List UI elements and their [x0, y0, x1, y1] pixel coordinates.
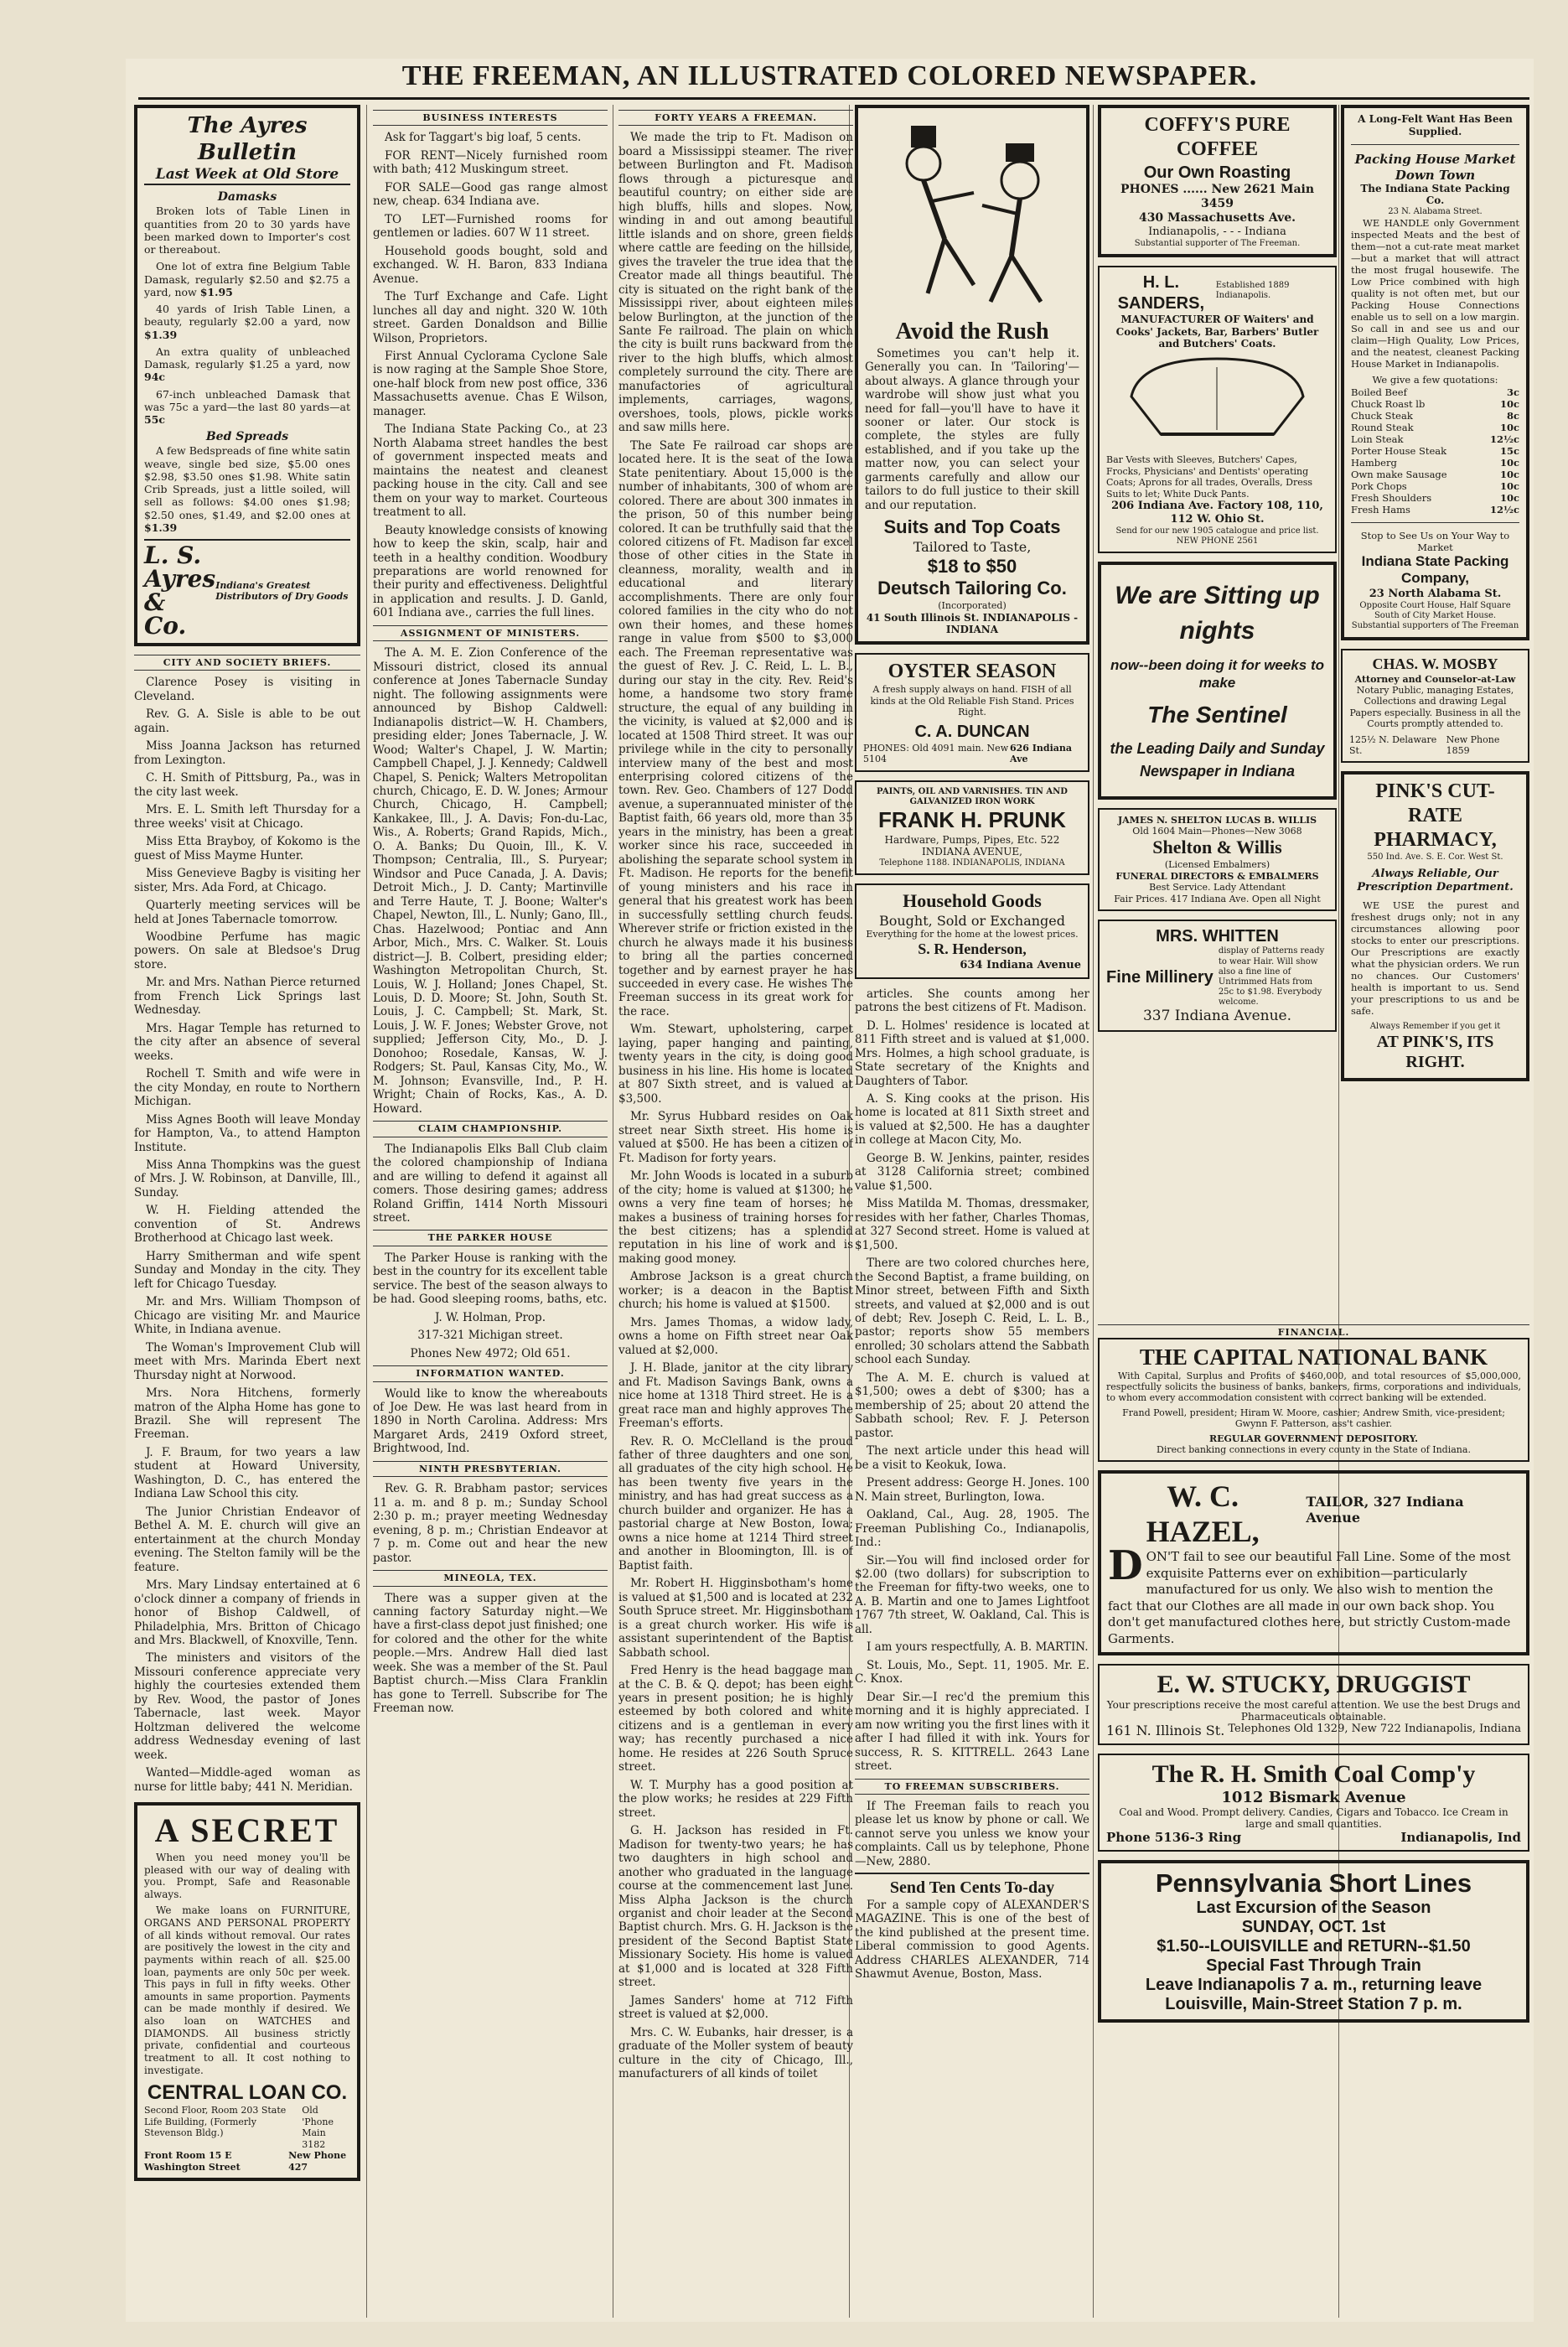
meat-name: Fresh Hams [1351, 503, 1410, 516]
penn-name: Pennsylvania Short Lines [1155, 1868, 1472, 1898]
oyster-ad [855, 653, 1089, 772]
coffy-phones: PHONES ...... New 2621 Main 3459 [1120, 182, 1315, 210]
oyster-heading: OYSTER SEASON [887, 660, 1057, 682]
meat-price-row [1351, 480, 1519, 492]
meat-price-row [1351, 457, 1519, 469]
list-item: Mrs. E. L. Smith left Thursday for a three weeks' visit at Chicago. [134, 803, 360, 831]
article-paragraph: The next article under this head will be a visit to Keokuk, Iowa. [855, 1444, 1089, 1472]
deutsch-inc: (Incorporated) [938, 600, 1007, 612]
ad-text: A few Bedspreads of fine white satin weave, single bed size, $5.00 ones $2.98, $3.50 ones $1.98. White satin Crib Spreads, just a little soiled, will sell as follows: $4.00 ones $1.98; $2.50 ones, $1.49, and $2.00 ones at $1.39 [144, 444, 350, 534]
mineola-heading: MINEOLA, TEX. [373, 1570, 608, 1586]
list-item: TO LET—Furnished rooms for gentlemen or ladies. 607 W 11 street. [373, 212, 608, 241]
list-item: Miss Agnes Booth will leave Monday for Hampton, Va., to attend Hampton Institute. [134, 1112, 360, 1154]
article-text: For a sample copy of ALEXANDER'S MAGAZINE. This is one of the best of the kind published at the present time. Liberal commission to good Agents. Address CHARLES ALEXANDER, 714 Shawmut Avenue, Boston, Mass. [855, 1898, 1089, 1982]
list-item: Miss Anna Thompkins was the guest of Mrs. J. W. Robinson, at Danville, Ill., Sunday. [134, 1158, 360, 1199]
oyster-address: 626 Indiana Ave [1010, 742, 1073, 765]
sanders-address: 206 Indiana Ave. Factory 108, 110, 112 W. Ohio St. [1111, 499, 1323, 526]
stucky-name: E. W. STUCKY, DRUGGIST [1157, 1671, 1471, 1698]
page-masthead: THE FREEMAN, AN ILLUSTRATED COLORED NEWSPAPER. [401, 60, 1258, 91]
article-paragraph: Mr. John Woods is located in a suburb of the city; home is valued at $1300; he owns a very fine team of horses; he makes a business of training horses for the best citizens; has a splendid reputation in his line of work and is making good money. [618, 1169, 853, 1266]
stucky-ad [1098, 1664, 1529, 1745]
deutsch-address: 41 South Illinois St. INDIANAPOLIS - INDIANA [866, 611, 1079, 636]
list-item: The ministers and visitors of the Missouri conference appreciate very highly the courtesies extended them by Rev. Wood, the pastor of Jones Tabernacle, last week. Mayor Holtzman delivered the welcome address Wednesday evening of last week. [134, 1651, 360, 1762]
article-text: The Indianapolis Elks Ball Club claim the colored championship of Indiana and are willing to defend it against all comers. Those desiring games; address Roland Griffin, 1414 North Missouri street. [373, 1142, 608, 1225]
sanders-ad [1098, 266, 1337, 553]
household-body: Bought, Sold or Exchanged [878, 912, 1065, 929]
mosby-name: CHAS. W. MOSBY [1372, 655, 1498, 672]
meat-price: 8c [1506, 409, 1519, 422]
prunk-top: PAINTS, OIL AND VARNISHES. TIN AND GALVANIZED IRON WORK [877, 786, 1068, 806]
central-loan-ad [134, 1802, 360, 2181]
running-men-illustration-icon [865, 113, 1083, 314]
whitten-name: MRS. WHITTEN [1156, 926, 1279, 946]
pack-opposite: Opposite Court House, Half Square South of City Market House. [1359, 601, 1511, 621]
penn-line-5: Leave Indianapolis 7 a. m., returning leave Louisville, Main-Street Station 7 p. m. [1145, 1976, 1483, 2013]
list-item: Miss Etta Brayboy, of Kokomo is the guest of Miss Mayme Hunter. [134, 835, 360, 863]
coffy-subtitle: Our Own Roasting [1143, 163, 1291, 182]
sentinel-line-4: the Leading Daily and Sunday Newspaper in Indiana [1110, 739, 1325, 780]
article-paragraph: St. Louis, Mo., Sept. 11, 1905. Mr. E. C. Knox. [855, 1658, 1089, 1686]
deutsch-heading: Avoid the Rush [895, 319, 1049, 345]
ayres-logo-row [144, 539, 350, 638]
mosby-phone: New Phone 1859 [1446, 733, 1500, 756]
article-paragraph: The A. M. E. church is valued at $1,500; owes a debt of $300; has a membership of 25; about 20 attend the Sabbath school; Rev. F. J. Peterson pastor. [855, 1370, 1089, 1440]
meat-price: 10c [1499, 397, 1519, 410]
ad-text: WE USE the purest and freshest drugs only; not in any circumstances allowing poor stocks to enter our prescriptions. Our Prescriptions are exactly what the physician orders. We run no chances. Our Customers' health is important to us. Send your prescriptions to us and be safe. [1351, 899, 1519, 1017]
pennsylvania-ad [1098, 1860, 1529, 2023]
pack-subtitle: The Indiana State Packing Co. [1360, 182, 1510, 207]
business-heading: BUSINESS INTERESTS [373, 110, 608, 126]
deutsch-name: Deutsch Tailoring Co. [877, 578, 1067, 599]
penn-line-3: $1.50--LOUISVILLE and RETURN--$1.50 [1157, 1937, 1471, 1956]
ad-text: 40 yards of Irish Table Linen, a beauty, regularly $2.00 a yard, now $1.39 [144, 303, 350, 341]
meat-price: 15c [1499, 444, 1519, 457]
forty-years-heading: FORTY YEARS A FREEMAN. [618, 110, 853, 126]
list-item: FOR SALE—Good gas range almost new, cheap. 634 Indiana ave. [373, 180, 608, 209]
list-item: J. F. Braum, for two years a law student at Howard University, Washington, D. C., has entered the Indiana Law School this city. [134, 1445, 360, 1501]
mosby-contact-row [1349, 734, 1521, 757]
article-paragraph: D. L. Holmes' residence is located at 811 Fifth street and is valued at $1,000. Mrs. Holmes, a high school graduate, is State secretary of the Knights and Daughters of Tabor. [855, 1018, 1089, 1088]
whitten-body: display of Patterns ready to wear Hair. Will show also a fine line of Untrimmed Hats from 25c to $1.98. Everybody welcome. [1218, 946, 1325, 1008]
mosby-title: Attorney and Counselor-at-Law [1354, 673, 1516, 685]
article-paragraph: James Sanders' home at 712 Fifth street is valued at $2,000. [618, 1993, 853, 2022]
hazel-header [1108, 1479, 1519, 1549]
list-item: Miss Genevieve Bagby is visiting her sister, Mrs. Ada Ford, at Chicago. [134, 867, 360, 894]
article-paragraph: Present address: George H. Jones. 100 N. Main street, Burlington, Iowa. [855, 1476, 1089, 1504]
column-divider [366, 105, 367, 2318]
deutsch-price: $18 to $50 [927, 555, 1017, 577]
oyster-phones: PHONES: Old 4091 main. New 5104 [863, 742, 1009, 765]
list-item: Harry Smitherman and wife spent Sunday and Monday in the city. They left for Chicago Tuesday. [134, 1249, 360, 1291]
coffy-supporter: Substantial supporter of The Freeman. [1134, 239, 1301, 249]
coffy-coffee-ad [1098, 105, 1337, 257]
article-paragraph: articles. She counts among her patrons the best citizens of Ft. Madison. [855, 987, 1089, 1015]
bank-name: THE CAPITAL NATIONAL BANK [1139, 1344, 1488, 1370]
pack-supporters: Substantial supporters of The Freeman [1351, 621, 1519, 631]
pinks-pharmacy-ad [1341, 771, 1529, 1080]
article-paragraph: Fred Henry is the head baggage man at the C. B. & Q. depot; has been eight years in present position; he is highly esteemed by both colored and white citizens and is a gentleman in every way; has recently purchased a nice home. He resides at 226 South Spruce street. [618, 1664, 853, 1774]
ad-text: One lot of extra fine Belgium Table Damask, regularly $2.50 and $2.75 a yard, now $1.95 [144, 260, 350, 298]
loan-address-row [144, 2150, 350, 2173]
shelton-service: Best Service. Lady Attendant [1149, 882, 1286, 894]
stucky-city: Indianapolis, Indiana [1404, 1723, 1521, 1735]
article-text: Rev. G. R. Brabham pastor; services 11 a. m. and 8 p. m.; Sunday School 2:30 p. m.; prayer meeting Wednesday evening, 8 p. m.; Christian Endeavor at 7 p. m. Come out and hear the new pastor. [373, 1482, 608, 1565]
ad-text: An extra quality of unbleached Damask, regularly $1.25 a yard, now 94c [144, 345, 350, 384]
pack-quotations-label: We give a few quotations: [1372, 374, 1498, 386]
shelton-address: Fair Prices. 417 Indiana Ave. Open all Night [1114, 893, 1321, 904]
pack-stop: Stop to See Us on Your Way to Market [1360, 529, 1510, 553]
chef-hat-icon [1106, 350, 1328, 451]
meat-price-row [1351, 410, 1519, 422]
article-paragraph: W. T. Murphy has a good position at the plow works; he resides at 229 Fifth street. [618, 1778, 853, 1820]
article-paragraph: Rev. R. O. McClelland is the proud father of three daughters and one son, all graduates of the city high school. He has been twenty five years in the ministry, and has had great success as a church builder and organizer. He has a pastorial charge at New Boston, Iowa; owns a nice home at 1214 Third street and another in Bloomington, Ill. is of Baptist faith. [618, 1434, 853, 1572]
capital-bank-ad [1098, 1338, 1529, 1462]
list-item: Mrs. Nora Hitchens, formerly matron of the Alpha Home has gone to Brazil. She will represent The Freeman. [134, 1386, 360, 1442]
pink-right: AT PINK'S, ITS RIGHT. [1376, 1033, 1494, 1072]
article-text: Would like to know the whereabouts of Joe Dew. He was last heard from in 1890 in North Carolina. Address: Mrs Margaret Ards, 2419 Oxford street, Brightwood, Ind. [373, 1386, 608, 1456]
hazel-dropcap: D [1108, 1542, 1143, 1589]
meat-price: 3c [1506, 386, 1519, 398]
article-paragraph: Mrs. C. W. Eubanks, hair dresser, is a graduate of the Moller system of beauty culture in the city of Chicago, Ill., manufacturers of all kinds of toilet [618, 2025, 853, 2081]
list-item: The Turf Exchange and Cafe. Light lunches all day and night. 320 W. 10th street. Garden Donaldson and Billie Wilson, Proprietors. [373, 290, 608, 345]
pack-address: 23 N. Alabama Street. [1388, 207, 1483, 217]
wide-ads [1098, 1324, 1529, 2031]
article-paragraph: J. H. Blade, janitor at the city library and Ft. Madison Savings Bank, owns a nice home at 1318 Third street. He is a great race man and highly approves The Freeman's efforts. [618, 1361, 853, 1431]
meat-price-list [1351, 386, 1519, 516]
article-paragraph: A. S. King cooks at the prison. His home is located at 811 Sixth street and is valued at $2,500. He has a daughter in college at Macon City, Mo. [855, 1091, 1089, 1148]
sanders-body: MANUFACTURER OF Waiters' and Cooks' Jackets, Bar, Barbers' Butler and Butchers' Coats. [1115, 313, 1319, 350]
article-paragraph: Mr. Robert H. Higginsbotham's home is valued at $1,500 and is located at 232 South Spruce street. Mr. Higginsbotham is a great church worker. His wife is assistant superintendent of the Baptist Sabbath school. [618, 1577, 853, 1660]
article-paragraph: Wm. Stewart, upholstering, carpet laying, paper hanging and painting, twenty years in the city, is doing good business in his line. His home is located at 807 Sixth street, and is valued at $3,500. [618, 1023, 853, 1106]
coal-body: Coal and Wood. Prompt delivery. Candies, Cigars and Tobacco. Ice Cream in large and small quantities. [1119, 1806, 1508, 1830]
ayres-subtitle: Last Week at Old Store [144, 166, 350, 185]
article-paragraph: Ambrose Jackson is a great church worker; is a deacon in the Baptist church; his home is valued at $1500. [618, 1270, 853, 1312]
list-item: Beauty knowledge consists of knowing how to keep the skin, scalp, hair and teeth in a healthy condition. Woodbury preparations are world renowned for their purity and effectiveness. Delightful in application and results. J. D. Ganld, 601 Indiana ave., carries the full lines. [373, 523, 608, 620]
sanders-name: H. L. SANDERS, [1117, 273, 1205, 313]
meat-price-row [1351, 504, 1519, 516]
coal-phone: Phone 5136-3 Ring [1106, 1830, 1242, 1845]
briefs-list [134, 676, 360, 1794]
prunk-body: Hardware, Pumps, Pipes, Etc. 522 INDIANA AVENUE, [884, 833, 1060, 858]
article-text: The A. M. E. Zion Conference of the Missouri district, closed its annual conference at Jones Tabernacle Sunday night. The following assignments were announced by Bishop Caldwell: Indianapolis district—W. H. Chambers, presiding elder; Jones Tabernacle, J. W. Wood; Walter's Chapel, J. W. Martin; Campbell Chapel, J. J. Kennedy; Caldwell Chapel, S. Penick; Walters Metropolitan church, Chicago, E. D. W. Jones; Armour Church, Chicago, H. Campbell; Kankakee, Ill., J. A. Davis; Fon-du-Lac, Wis., A. Roberts; Grand Rapids, Mich., O. A. Banks; Du Quoin, Ill., K. V. Thompson; Centralia, Ill., S. Puryear; Windsor and Puce Canada, J. A. Davis; Detroit Mich., J. D. Canty; Martinville and Terre Haute, T. J. Boone; Walter's Chapel, Newton, Ill., L. Nunly; Gano, Ill., Chas. Hazelwood; Pontiac and Ann Arbor, Mich., Mrs. C. Walker. St. Louis district—J. B. Colbert, presiding elder; Washington Metropolitan Church, St. Louis, W. J. Holland; Jones Chapel, St. Louis, D. D. Moore; St. John, South St. Louis, J. C. Campbell; St. Mark, St. Louis, J. W. F. Jones; Webster Grove, not supplied; Jefferson City, Mo., D. J. Donohoo; Rosedale, Kansas, W. J. Rodgers; St. Paul, Kansas City, Mo., W. M. Johnson; Evansville, Ind., P. H. Wright; Chain of Rocks, Kas., A. D. Howard. [373, 646, 608, 1116]
meat-price: 10c [1499, 456, 1519, 469]
meat-price-row [1351, 433, 1519, 445]
coal-ad [1098, 1754, 1529, 1852]
prunk-ad [855, 780, 1089, 876]
meat-name: Porter House Steak [1351, 444, 1447, 457]
whitten-address: 337 Indiana Avenue. [1142, 1008, 1292, 1025]
article-paragraph: Sir.—You will find inclosed order for $2.00 (two dollars) for subscription to the Freeman for fifty-two weeks, one to A. B. Martin and one to James Lightfoot 1767 7th street, W. Oakland, Cal. This is all. [855, 1553, 1089, 1636]
damasks-heading: Damasks [217, 190, 277, 205]
ad-text: WE HANDLE only Government inspected Meats and the best of them—not a cut-rate meat market—but a market that will attract the most frugal housewife. The Low Price combined with high quality is not often met, but our Packing House Connections enable us to sell on a low margin. So call in and see us and our claim—High Quality, Low Prices, and the neatest, cleanest Packing House Market in Indianapolis. [1351, 217, 1519, 370]
stucky-body: Your prescriptions receive the most careful attention. We use the best Drugs and Pharmaceuticals obtainable. [1106, 1699, 1521, 1723]
pack-name: Indiana State Packing Company, [1361, 552, 1509, 587]
ad-text: A fresh supply always on hand. FISH of all kinds at the Old Reliable Fish Stand. Prices Right. [870, 684, 1074, 718]
coal-city: Indianapolis, Ind [1400, 1830, 1521, 1845]
whitten-heading: Fine Millinery [1106, 967, 1214, 987]
secret-title: A SECRET [154, 1811, 340, 1850]
pink-address: 550 Ind. Ave. S. E. Cor. West St. [1367, 852, 1503, 862]
list-item: Rev. G. A. Sisle is able to be out again. [134, 707, 360, 735]
coal-name: The R. H. Smith Coal Comp'y [1151, 1760, 1476, 1788]
household-address: 634 Indiana Avenue [960, 958, 1081, 971]
mosby-address: 125½ N. Delaware St. [1349, 733, 1437, 756]
meat-name: Chuck Roast lb [1351, 397, 1426, 410]
ninth-heading: NINTH PRESBYTERIAN. [373, 1461, 608, 1477]
list-item: Household goods bought, sold and exchanged. W. H. Baron, 833 Indiana Avenue. [373, 244, 608, 286]
pink-remember: Always Remember if you get it [1369, 1021, 1501, 1031]
loan-phone: Old 'Phone Main 3182 [302, 2105, 334, 2150]
loan-address: Second Floor, Room 203 State Life Building, (Formerly Stevenson Bldg.) [144, 2105, 287, 2139]
ad-text: Broken lots of Table Linen in quantities from 20 to 30 yards have been marked down to Importer's cost or thereabout. [144, 205, 350, 256]
meat-price-row [1351, 469, 1519, 480]
coffy-name: COFFY'S PURE COFFEE [1144, 114, 1291, 161]
meat-name: Own make Sausage [1351, 468, 1447, 480]
oyster-name: C. A. DUNCAN [914, 723, 1030, 742]
list-item: The Indiana State Packing Co., at 23 North Alabama street handles the best of government inspected meats and maintains the neatest and cleanest packing house in the city. Call and see them on your way to market. Courteous treatment to all. [373, 422, 608, 520]
sanders-list: Send for our new 1905 catalogue and price list. NEW PHONE 2561 [1115, 526, 1319, 546]
list-item: Clarence Posey is visiting in Cleveland. [134, 676, 360, 703]
pack-name-address: 23 North Alabama St. [1369, 588, 1502, 601]
shelton-funeral: FUNERAL DIRECTORS & EMBALMERS [1115, 870, 1319, 882]
parker-address: 317-321 Michigan street. [417, 1329, 563, 1343]
article-text: The Parker House is ranking with the best in the country for its excellent table service. The best of the season always to be had. Good sleeping rooms, baths, etc. [373, 1251, 608, 1307]
bank-note: Direct banking connections in every county in the State of Indiana. [1157, 1444, 1471, 1455]
shelton-firm: Shelton & Willis [1152, 837, 1282, 858]
article-paragraph: I am yours respectfully, A. B. MARTIN. [867, 1640, 1089, 1655]
loan-phone: New Phone 427 [288, 2150, 347, 2173]
list-item: Mr. and Mrs. Nathan Pierce returned from French Lick Springs last Wednesday. [134, 976, 360, 1018]
meat-price: 10c [1499, 479, 1519, 492]
ayres-logo: L. S. Ayres & Co. [144, 541, 216, 640]
stucky-contact-row [1106, 1723, 1521, 1738]
shelton-phones: Old 1604 Main—Phones—New 3068 [1132, 826, 1302, 837]
article-paragraph: The Sate Fe railroad car shops are located here. It is the seat of the Iowa State penitentiary. About 15,000 is the number of inhabitants, 300 of whom are colored. There are about 300 inmates in the prison, 50 of this number being colored. It can be truthfully said that the colored citizens of Ft. Madison far excel those of other cities in the State in cleanness, morality, wealth and in educational and literary accomplishments. There are only four colored families in the city who do not own their homes, and these homes range in value from $500 to $3,000 each. The Freeman representative was the guest of Rev. J. C. Reid, L. L. B., during our stay in the city. Rev. Reid's home, a handsome two story frame structure, the equal of any building in the vicinity, is valued at $2,000 and is located at 1508 Third street. It was our privilege while in the city to personally interview many of the best and most enterprising colored citizens of the town. Rev. Geo. Chambers of 127 Dodd avenue, a superannuated minister of the Baptist faith, 66 years old, more than 35 years in the ministry, has been a great worker since his race, succeeded in abolishing the separate school system in Ft. Madison. He reports for the benefit of young ministers and his race in general that his greatest work has been in successfully settling church feuds. Wherever strife or friction existed in the church he always made it his business to bring all the parties concerned together and by earnest prayer he has succeeded in every case. He wishes The Freeman success in its great work for the race. [618, 438, 853, 1018]
coal-address: 1012 Bismark Avenue [1221, 1789, 1406, 1806]
ad-text: When you need money you'll be pleased with our way of dealing with you. Prompt, Safe and Reasonable always. [144, 1851, 350, 1900]
list-item: Miss Joanna Jackson has returned from Lexington. [134, 739, 360, 767]
ayres-title: The Ayres Bulletin [187, 113, 308, 165]
household-name: S. R. Henderson, [918, 940, 1027, 957]
shelton-names: JAMES N. SHELTON LUCAS B. WILLIS [1117, 814, 1317, 826]
meat-price-row [1351, 422, 1519, 433]
mosby-ad [1341, 649, 1529, 764]
prunk-phone: Telephone 1188. INDIANAPOLIS, INDIANA [879, 857, 1065, 868]
meat-price-row [1351, 398, 1519, 410]
meat-price-row [1351, 492, 1519, 504]
column-2 [373, 105, 608, 2301]
household-ad [855, 883, 1089, 979]
list-item: C. H. Smith of Pittsburg, Pa., was in the city last week. [134, 771, 360, 799]
column-3 [618, 105, 853, 2301]
spreads-heading: Bed Spreads [205, 430, 289, 444]
article-paragraph: George B. W. Jenkins, painter, resides at 3128 California street; combined value $1,500. [855, 1151, 1089, 1193]
sentinel-line-2: now--been doing it for weeks to make [1110, 657, 1324, 691]
meat-name: Hamberg [1351, 456, 1397, 469]
meat-name: Pork Chops [1351, 479, 1407, 492]
masthead-rule [138, 97, 1529, 100]
hazel-body-block [1108, 1542, 1519, 1647]
ad-text: We make loans on FURNITURE, ORGANS AND PERSONAL PROPERTY of all kinds without removal. Our rates are positively the lowest in the city and payments within reach of all. $25.00 loan, payments are only 50c per week. This pays in full in fifty weeks. Other amounts in same proportion. Payments can be made monthly if desired. We also loan on WATCHES and DIAMONDS. All business strictly private, confidential and courteous treatment to all. It cost nothing to investigate. [144, 1904, 350, 2076]
ayres-tagline: Indiana's Greatest Distributors of Dry Goods [215, 579, 349, 603]
meat-price-row [1351, 445, 1519, 457]
ten-cents-heading: Send Ten Cents To-day [855, 1873, 1089, 1898]
article-paragraph: Mrs. James Thomas, a widow lady, owns a home on Fifth street near Oak valued at $2,000. [618, 1315, 853, 1357]
coffy-address: 430 Massachusetts Ave. [1138, 211, 1296, 225]
article-paragraph: Dear Sir.—I rec'd the premium this morning and it is highly appreciated. I am now writing you the first lines with it after I had filled it with ink. Yours for success, R. S. KITTRELL. 2643 Lane street. [855, 1690, 1089, 1774]
list-item: Mrs. Mary Lindsay entertained at 6 o'clock dinner a company of friends in honor of Bishop Caldwell, of Philadelphia, Mrs. Britton of Chicago and Mrs. Blackwell, of Knoxville, Tenn. [134, 1578, 360, 1648]
ad-text: Sometimes you can't help it. Generally you can. In 'Tailoring'—about always. A glance through your wardrobe will show just what you need for fall—you'll have to have it sooner or later. Our stock is complete, the styles are fully established, and if you take up the matter now, you can select your garments carefully and allow our tailors to do full justice to their skill and our reputation. [865, 346, 1079, 512]
whitten-row [1106, 946, 1328, 1008]
article-paragraph: Mr. Syrus Hubbard resides on Oak street near Sixth street. His home is valued at $500. He has been a citizen of Ft. Madison for forty years. [618, 1110, 853, 1165]
stucky-telephones: Telephones Old 1329, New 722 [1228, 1723, 1401, 1735]
hazel-trade: TAILOR, 327 Indiana Avenue [1306, 1494, 1464, 1526]
hazel-tailor-ad [1098, 1470, 1529, 1655]
meat-price: 10c [1499, 491, 1519, 504]
list-item: Ask for Taggart's big loaf, 5 cents. [385, 131, 582, 145]
article-paragraph: Miss Matilda M. Thomas, dressmaker, resides with her father, Charles Thomas, at 327 Second street. Home is valued at $1,500. [855, 1197, 1089, 1252]
sentinel-line-1: We are Sitting up nights [1115, 582, 1320, 645]
list-item: Woodbine Perfume has magic powers. On sale at Bledsoe's Drug store. [134, 930, 360, 971]
claim-heading: CLAIM CHAMPIONSHIP. [373, 1121, 608, 1137]
parker-heading: THE PARKER HOUSE [373, 1230, 608, 1246]
article-paragraph: G. H. Jackson has resided in Ft. Madison for twenty-two years; he has two daughters in high school and another who graduated in the language course at the commencement last June. Miss Alpha Jackson is the church organist and choir leader at the Second Baptist church. Mrs. G. H. Jackson is the president of the Second Baptist State Missionary Society. His home is valued at $1,000 and is located at 328 Fifth street. [618, 1824, 853, 1990]
sanders-header [1106, 272, 1328, 313]
deutsch-line: Suits and Top Coats [883, 516, 1061, 538]
briefs-heading: CITY AND SOCIETY BRIEFS. [134, 655, 360, 671]
deutsch-tailoring-ad [855, 105, 1089, 645]
bank-body: With Capital, Surplus and Profits of $460,000, and total resources of $5,000,000, respectfully solicits the business of banks, bankers, firms, corporations and individuals, to whom every accommodation consistent with correct banking will be extended. [1106, 1370, 1521, 1403]
meat-name: Loin Steak [1351, 433, 1404, 445]
meat-price: 12½c [1490, 433, 1519, 445]
whitten-ad [1098, 920, 1337, 1032]
ad-text: 67-inch unbleached Damask that was 75c a yard—the last 80 yards—at 55c [144, 387, 350, 426]
list-item: The Woman's Improvement Club will meet with Mrs. Marinda Ebert next Thursday night at Norwood. [134, 1340, 360, 1382]
list-item: The Junior Christian Endeavor of Bethel A. M. E. church will give an entertainment at the church Monday evening. The Stelton family will be the feature. [134, 1505, 360, 1574]
mosby-body: Notary Public, managing Estates, Collections and drawing Legal Papers especially. Business in all the Courts promptly attended to. [1349, 684, 1521, 730]
penn-line-4: Special Fast Through Train [1206, 1956, 1421, 1975]
prunk-name: FRANK H. PRUNK [878, 806, 1066, 832]
loan-address-row [144, 2105, 350, 2150]
bank-depository: REGULAR GOVERNMENT DEPOSITORY. [1209, 1433, 1418, 1444]
list-item: Wanted—Middle-aged woman as nurse for little baby; 441 N. Meridian. [134, 1766, 360, 1794]
pack-heading: Packing House Market Down Town [1354, 152, 1516, 183]
meat-price: 10c [1499, 468, 1519, 480]
article-paragraph: We made the trip to Ft. Madison on board a Mississippi steamer. The river between Burlington and Ft. Madison flows through a picturesque and beautiful country; on either side are high bluffs, hills and slopes. Now, winding in and out among beautiful little islands and on shore, green fields where cattle are feeding on the hillside, gives the traveler the true idea that the Creator made all things beautiful. The city is situated on the right bank of the Mississippi river, about eighteen miles below Burlington, at the junction of the Sante Fe railroad. The plain on which the city is built runs backward from the river to the high bluffs, which almost completely surround the city. There are manufactories of agricultural implements, carriages, wagons, overshoes, tools, plows, pickle works and saw mills here. [618, 131, 853, 435]
household-sub: Everything for the home at the lowest prices. [866, 929, 1079, 940]
deutsch-line: Tailored to Taste, [913, 539, 1032, 556]
list-item: FOR RENT—Nicely furnished room with bath; 412 Muskingum street. [373, 148, 608, 177]
coal-contact-row [1106, 1830, 1521, 1845]
parker-phone: Phones New 4972; Old 651. [410, 1346, 571, 1360]
loan-company-name: CENTRAL LOAN CO. [147, 2081, 348, 2105]
subscribers-heading: TO FREEMAN SUBSCRIBERS. [855, 1779, 1089, 1795]
meat-price: 12½c [1490, 503, 1519, 516]
stucky-address: 161 N. Illinois St. [1106, 1723, 1225, 1738]
article-text: If The Freeman fails to reach you please let us know by phone or call. We cannot serve you unless we know your complaints. Call us by telephone, Phone—New, 2880. [855, 1799, 1089, 1868]
info-heading: INFORMATION WANTED. [373, 1365, 608, 1381]
pink-always: Always Reliable, Our Prescription Department. [1357, 867, 1514, 894]
sentinel-line-3: The Sentinel [1147, 701, 1287, 728]
column-1 [134, 105, 360, 2301]
loan-address: Front Room 15 E Washington Street [144, 2150, 241, 2173]
column-4 [855, 105, 1089, 2301]
list-item: Quarterly meeting services will be held at Jones Tabernacle tomorrow. [134, 899, 360, 926]
packing-house-ad [1341, 105, 1529, 640]
coffy-city: Indianapolis, - - - Indiana [1148, 225, 1286, 239]
meat-name: Chuck Steak [1351, 409, 1413, 422]
sentinel-ad [1098, 562, 1337, 800]
oyster-contact-row [863, 743, 1081, 765]
pink-name: PINK'S CUT-RATE PHARMACY, [1374, 780, 1497, 851]
want-heading: A Long-Felt Want Has Been Supplied. [1358, 113, 1513, 137]
list-item: Mrs. Hagar Temple has returned to the city after an absence of several weeks. [134, 1021, 360, 1063]
article-paragraph: Oakland, Cal., Aug. 28, 1905. The Freeman Publishing Co., Indianapolis, Ind.: [855, 1508, 1089, 1550]
sanders-est: Established 1889 Indianapolis. [1215, 281, 1290, 301]
parker-proprietor: J. W. Holman, Prop. [435, 1310, 546, 1324]
hazel-body: ON'T fail to see our beautiful Fall Line. Some of the most exquisite Patterns ever on exhibition—particularly manufactured for us only. We also wish to mention the fact that our Clothes are all made in our own back shop. You don't get manufactured clothes here, but strictly Custom-made Garments. [1108, 1549, 1511, 1646]
hazel-name: W. C. HAZEL, [1146, 1479, 1260, 1548]
list-item: Rochell T. Smith and wife were in the city Monday, en route to Northern Michigan. [134, 1067, 360, 1109]
meat-name: Boiled Beef [1351, 386, 1407, 398]
ayres-bulletin-ad [134, 105, 360, 646]
penn-line-2: SUNDAY, OCT. 1st [1241, 1918, 1386, 1936]
meat-price-row [1351, 386, 1519, 398]
meat-name: Round Steak [1351, 421, 1414, 433]
sanders-desc: Bar Vests with Sleeves, Butchers' Capes, Frocks, Physicians' and Dentists' operating Coats; Aprons for all trades, Overalls, Dress Suits to let; White Duck Pants. [1106, 454, 1313, 500]
financial-heading: FINANCIAL. [1098, 1324, 1529, 1338]
article-paragraph: There are two colored churches here, the Second Baptist, a frame building, on Minor street, between Fifth and Sixth streets, and valued at $2,000 and is out of debt; Rev. Joseph C. Reid, L. L. B., pastor; reports show 55 members enrolled; 30 scholars attend the Sabbath school each Sunday. [855, 1256, 1089, 1367]
penn-line-1: Last Excursion of the Season [1196, 1899, 1431, 1917]
list-item: W. H. Fielding attended the convention of St. Andrews Brotherhood at Chicago last week. [134, 1204, 360, 1246]
shelton-licensed: (Licensed Embalmers) [1164, 859, 1270, 871]
meat-price: 10c [1499, 421, 1519, 433]
list-item: First Annual Cyclorama Cyclone Sale is now raging at the Sample Shoe Store, one-half block from new post office, 336 Massachusetts avenue. Chas E Wilson, manager. [373, 349, 608, 418]
shelton-willis-ad [1098, 808, 1337, 911]
meat-name: Fresh Shoulders [1351, 491, 1432, 504]
column-divider [1093, 105, 1094, 2318]
assignment-heading: ASSIGNMENT OF MINISTERS. [373, 625, 608, 641]
article-text: There was a supper given at the canning factory Saturday night.—We have a first-class depot just finished; one for colored and the other for the white people.—Mrs. Andrew Hall died last week. She was a member of the St. Paul Baptist church.—Miss Clara Franklin has gone to Terrell. Subscribe for The Freeman now. [373, 1591, 608, 1716]
household-heading: Household Goods [903, 890, 1042, 912]
bank-officers: Frand Powell, president; Hiram W. Moore, cashier; Andrew Smith, vice-president; Gwynn F. Patterson, ass't cashier. [1122, 1407, 1505, 1429]
list-item: Mr. and Mrs. William Thompson of Chicago are visiting Mr. and Maurice White, in Indiana avenue. [134, 1295, 360, 1337]
